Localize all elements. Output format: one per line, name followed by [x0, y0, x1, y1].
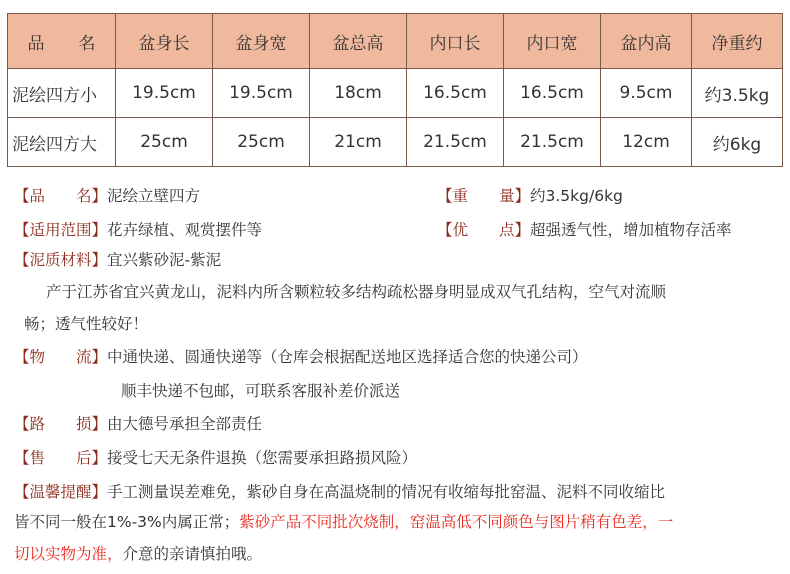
- table-cell: 约6kg: [692, 118, 783, 167]
- table-cell: 泥绘四方小: [8, 69, 116, 118]
- aftersale-value: 接受七天无条件退换（您需要承担路损风险）: [107, 449, 418, 467]
- tips-text-2b: 紫砂产品不同批次烧制，窑温高低不同颜色与图片稍有色差，一: [239, 513, 674, 531]
- table-row: [8, 118, 783, 167]
- product-name-line: [14, 186, 200, 206]
- damage-label: 【路 损】: [14, 415, 108, 433]
- weight-label: 【重 量】: [437, 187, 531, 205]
- tips-text-3a: 切以实物为准，: [14, 545, 123, 563]
- table-cell: 19.5cm: [213, 69, 310, 118]
- aftersale-label: 【售 后】: [14, 449, 108, 467]
- table-cell: 25cm: [116, 118, 213, 167]
- table-cell: 16.5cm: [407, 69, 504, 118]
- usage-line: [14, 220, 262, 240]
- table-row: [8, 69, 783, 118]
- damage-value: 由大德号承担全部责任: [107, 415, 263, 433]
- aftersale-line: [14, 448, 417, 468]
- usage-value: 花卉绿植、观赏摆件等: [107, 221, 263, 239]
- weight-value: 约3.5kg/6kg: [530, 187, 623, 205]
- tips-text-2a: 皆不同一般在1%-3%内属正常；: [14, 513, 240, 531]
- table-cell: 18cm: [310, 69, 407, 118]
- material-label: 【泥质材料】: [14, 251, 108, 269]
- table-cell: 25cm: [213, 118, 310, 167]
- table-cell: 9.5cm: [601, 69, 692, 118]
- table-cell: 16.5cm: [504, 69, 601, 118]
- spec-table: [7, 13, 783, 167]
- logistics-value-2: 顺丰快递不包邮，可联系客服补差价派送: [121, 382, 401, 400]
- table-cell: 21cm: [310, 118, 407, 167]
- material-desc-2: 畅；透气性较好！: [24, 315, 149, 333]
- header-cell: 盆总高: [310, 14, 407, 69]
- tips-line-2: [14, 512, 673, 532]
- advantage-line: [437, 220, 732, 240]
- damage-line: [14, 414, 262, 434]
- table-cell: 21.5cm: [407, 118, 504, 167]
- header-cell: 内口宽: [504, 14, 601, 69]
- advantage-label: 【优 点】: [437, 221, 531, 239]
- tips-text-3b: 介意的亲请慎拍哦。: [122, 545, 263, 563]
- product-name-label: 【品 名】: [14, 187, 108, 205]
- product-name-value: 泥绘立壁四方: [107, 187, 201, 205]
- header-cell: 品 名: [8, 14, 116, 69]
- usage-label: 【适用范围】: [14, 221, 108, 239]
- table-cell: 19.5cm: [116, 69, 213, 118]
- table-cell: 12cm: [601, 118, 692, 167]
- table-cell: 21.5cm: [504, 118, 601, 167]
- material-desc-1: 产于江苏省宜兴黄龙山，泥料内所含颗粒较多结构疏松器身明显成双气孔结构，空气对流顺: [46, 283, 667, 301]
- tips-text-1: 手工测量误差难免，紫砂自身在高温烧制的情况有收缩每批窑温、泥料不同收缩比: [107, 483, 666, 501]
- logistics-line: [14, 347, 588, 367]
- material-value: 宜兴紫砂泥-紫泥: [107, 251, 222, 269]
- header-cell: 内口长: [407, 14, 504, 69]
- header-cell: 盆身宽: [213, 14, 310, 69]
- tips-line-3: [14, 544, 262, 564]
- table-header-row: [8, 14, 783, 69]
- logistics-label: 【物 流】: [14, 348, 108, 366]
- header-cell: 盆内高: [601, 14, 692, 69]
- tips-label: 【温馨提醒】: [14, 483, 108, 501]
- material-line: [14, 250, 221, 270]
- logistics-value: 中通快递、圆通快递等（仓库会根据配送地区选择适合您的快递公司）: [107, 348, 588, 366]
- header-cell: 盆身长: [116, 14, 213, 69]
- tips-line-1: [14, 482, 665, 502]
- weight-line: [437, 186, 623, 206]
- table-cell: 泥绘四方大: [8, 118, 116, 167]
- header-cell: 净重约: [692, 14, 783, 69]
- table-cell: 约3.5kg: [692, 69, 783, 118]
- advantage-value: 超强透气性，增加植物存活率: [530, 221, 732, 239]
